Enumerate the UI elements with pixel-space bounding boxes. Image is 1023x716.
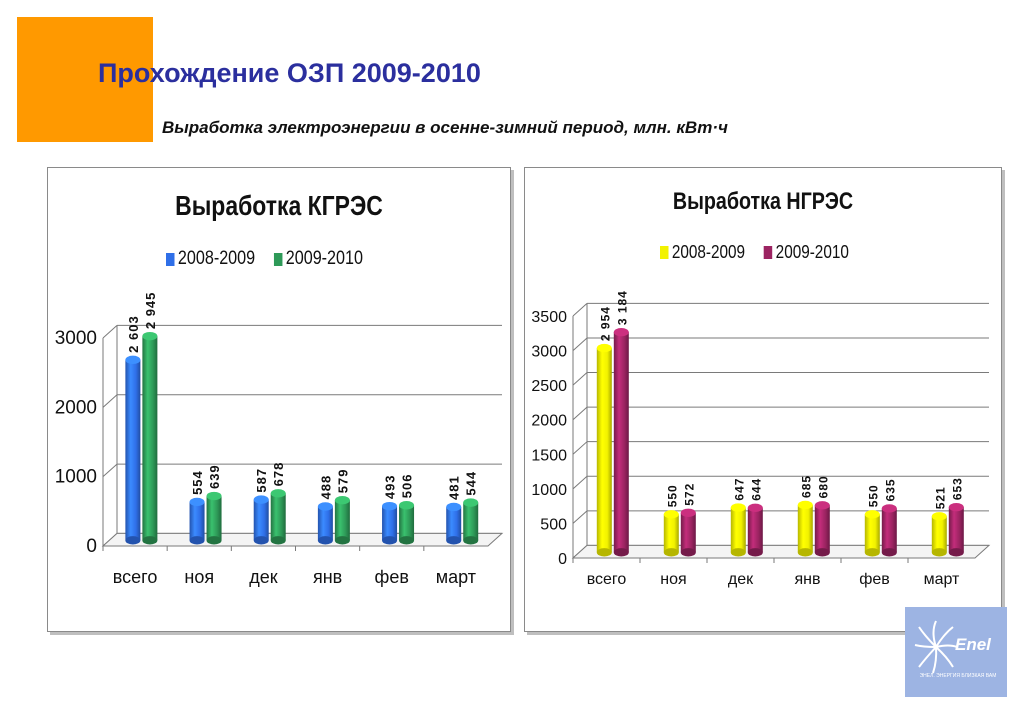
y-tick-label: 500 xyxy=(540,516,567,534)
bar-base xyxy=(463,536,478,544)
bar-base xyxy=(664,548,679,556)
bar xyxy=(597,344,612,557)
bar-base xyxy=(190,536,205,544)
y-tick-label: 1000 xyxy=(531,481,567,499)
bar-body xyxy=(190,502,205,540)
enel-logo xyxy=(905,607,1007,697)
x-tick-label: всего xyxy=(586,571,627,588)
bar-top xyxy=(125,356,140,364)
bar-body xyxy=(748,508,763,553)
gridline-side xyxy=(573,476,587,489)
ngres-bar-chart xyxy=(525,168,1001,631)
gridline-side xyxy=(573,373,587,386)
bar-body xyxy=(207,496,222,540)
y-tick-label: 3000 xyxy=(54,328,97,349)
bar-top xyxy=(798,501,813,509)
bar-body xyxy=(382,506,397,540)
data-label: 550 xyxy=(665,484,680,508)
bar xyxy=(463,498,478,544)
bar-base xyxy=(254,536,269,544)
bar-base xyxy=(318,536,333,544)
logo-brand: Enel xyxy=(955,635,991,654)
bar-top xyxy=(614,328,629,336)
bar-body xyxy=(681,513,696,553)
bar-top xyxy=(815,501,830,509)
data-label: 521 xyxy=(933,486,948,510)
bar-top xyxy=(882,504,897,512)
gridline-side xyxy=(573,407,587,420)
data-label: 481 xyxy=(446,475,462,500)
x-tick-label: март xyxy=(923,571,960,588)
data-label: 493 xyxy=(382,474,398,500)
bar-top xyxy=(949,503,964,511)
chart-panel-ngres xyxy=(524,167,1002,632)
bar xyxy=(318,502,333,544)
chart-title: Выработка КГРЭС xyxy=(175,190,383,221)
bar xyxy=(681,509,696,557)
y-tick-label: 1500 xyxy=(531,447,567,465)
enel-flower-icon xyxy=(911,617,961,677)
x-tick-label: фев xyxy=(859,571,890,588)
gridline-side xyxy=(573,442,587,455)
bar xyxy=(815,501,830,556)
data-label: 506 xyxy=(399,473,415,499)
y-tick-label: 3500 xyxy=(531,309,567,326)
bar-body xyxy=(271,493,286,540)
bar-body xyxy=(865,514,880,552)
legend-label: 2009-2010 xyxy=(775,242,849,262)
data-label: 2 954 xyxy=(598,306,613,342)
data-label: 644 xyxy=(749,477,764,501)
y-tick-label: 0 xyxy=(86,536,97,557)
bar-top xyxy=(207,492,222,500)
bar xyxy=(125,356,140,545)
bar-body xyxy=(664,514,679,552)
gridline-side xyxy=(103,464,117,477)
x-tick-label: ноя xyxy=(184,567,215,587)
bar-top xyxy=(335,496,350,504)
bar-body xyxy=(335,500,350,540)
data-label: 488 xyxy=(318,474,334,500)
bar-top xyxy=(446,503,461,511)
data-label: 2 945 xyxy=(142,291,158,330)
bar-top xyxy=(597,344,612,352)
data-label: 550 xyxy=(866,484,881,508)
data-label: 554 xyxy=(190,470,206,495)
bar xyxy=(664,510,679,556)
data-label: 2 603 xyxy=(125,315,141,353)
bar-base xyxy=(681,548,696,556)
data-label: 544 xyxy=(463,470,479,496)
bar-top xyxy=(932,512,947,520)
gridline-side xyxy=(103,395,117,408)
bar-top xyxy=(142,332,157,340)
bar-body xyxy=(949,507,964,552)
bar-top xyxy=(748,504,763,512)
x-tick-label: янв xyxy=(794,571,821,588)
bar-top xyxy=(664,510,679,518)
bar-body xyxy=(142,336,157,540)
bar xyxy=(748,504,763,557)
bar xyxy=(335,496,350,545)
legend-label: 2008-2009 xyxy=(177,248,256,269)
chart-panel-kgres xyxy=(47,167,511,632)
data-label: 678 xyxy=(271,461,287,487)
y-tick-label: 2000 xyxy=(54,397,97,419)
y-tick-label: 2500 xyxy=(531,378,567,396)
bar-base xyxy=(142,536,157,544)
bar-base xyxy=(271,536,286,544)
bar-base xyxy=(865,548,880,556)
bar xyxy=(731,503,746,556)
data-label: 3 184 xyxy=(615,290,630,326)
bar xyxy=(865,510,880,556)
data-label: 680 xyxy=(816,475,831,499)
bar-top xyxy=(190,498,205,506)
bar xyxy=(949,503,964,557)
legend-label: 2009-2010 xyxy=(285,248,363,269)
x-tick-label: дек xyxy=(249,567,278,587)
bar xyxy=(382,502,397,545)
bar-base xyxy=(614,548,629,556)
bar xyxy=(254,495,269,544)
kgres-bar-chart xyxy=(48,168,510,631)
data-label: 587 xyxy=(254,467,270,493)
bar-base xyxy=(207,536,222,544)
bar xyxy=(207,492,222,545)
chart-floor xyxy=(103,533,502,546)
gridline-side xyxy=(103,325,117,338)
bar-base xyxy=(882,548,897,556)
bar xyxy=(932,512,947,556)
bar xyxy=(142,332,157,545)
bar xyxy=(271,489,286,544)
bar-base xyxy=(597,548,612,556)
bar xyxy=(614,328,629,557)
bar-body xyxy=(882,508,897,552)
bar-body xyxy=(932,516,947,552)
y-tick-label: 0 xyxy=(558,551,567,568)
bar-body xyxy=(731,508,746,553)
bar-base xyxy=(748,548,763,556)
bar-top xyxy=(271,489,286,497)
bar-top xyxy=(254,495,269,503)
bar-base xyxy=(731,548,746,556)
bar-top xyxy=(318,502,333,510)
bar-base xyxy=(125,536,140,544)
bar-base xyxy=(335,536,350,544)
bar-top xyxy=(865,510,880,518)
bar-base xyxy=(815,548,830,556)
chart-title: Выработка НГРЭС xyxy=(672,188,854,215)
x-tick-label: всего xyxy=(112,567,158,587)
bar-base xyxy=(446,536,461,544)
bar-body xyxy=(614,332,629,552)
bar-base xyxy=(932,548,947,556)
page-subtitle: Выработка электроэнергии в осенне-зимний период, млн. кВт·ч xyxy=(162,118,728,137)
bar-body xyxy=(399,505,414,540)
bar-top xyxy=(681,509,696,517)
x-tick-label: март xyxy=(435,567,477,587)
bar xyxy=(798,501,813,557)
bar xyxy=(446,503,461,545)
bar-body xyxy=(798,505,813,552)
bar-top xyxy=(382,502,397,510)
bar xyxy=(399,501,414,544)
x-tick-label: фев xyxy=(374,567,409,587)
bar-body xyxy=(125,360,140,540)
bar-top xyxy=(399,501,414,509)
logo-tagline: ЭНЕЛ. ЭНЕРГИЯ БЛИЗКАЯ ВАМ xyxy=(919,673,997,679)
y-tick-label: 1000 xyxy=(54,466,97,488)
y-tick-label: 3000 xyxy=(531,343,567,361)
bar-body xyxy=(446,507,461,540)
data-label: 635 xyxy=(883,478,898,502)
bar-base xyxy=(798,548,813,556)
bar-top xyxy=(463,498,478,506)
gridline-side xyxy=(573,303,587,316)
bar-body xyxy=(318,506,333,540)
bar-body xyxy=(815,505,830,552)
bar xyxy=(190,498,205,545)
data-label: 639 xyxy=(207,464,223,490)
bar xyxy=(882,504,897,556)
data-label: 579 xyxy=(335,468,351,494)
bar-body xyxy=(597,348,612,552)
legend-label: 2008-2009 xyxy=(671,242,746,262)
x-tick-label: ноя xyxy=(660,571,687,588)
x-tick-label: дек xyxy=(727,571,754,588)
gridline-side xyxy=(573,338,587,351)
y-tick-label: 2000 xyxy=(531,412,567,430)
bar-base xyxy=(949,548,964,556)
bar-body xyxy=(463,503,478,541)
data-label: 647 xyxy=(732,477,747,501)
gridline-side xyxy=(573,511,587,524)
data-label: 685 xyxy=(799,474,814,498)
bar-base xyxy=(399,536,414,544)
data-label: 653 xyxy=(950,477,965,501)
page-title: Прохождение ОЗП 2009-2010 xyxy=(98,58,481,88)
chart-floor xyxy=(573,545,989,558)
bar-base xyxy=(382,536,397,544)
x-tick-label: янв xyxy=(312,567,343,587)
bar-body xyxy=(254,500,269,541)
data-label: 572 xyxy=(682,482,697,506)
bar-top xyxy=(731,503,746,511)
